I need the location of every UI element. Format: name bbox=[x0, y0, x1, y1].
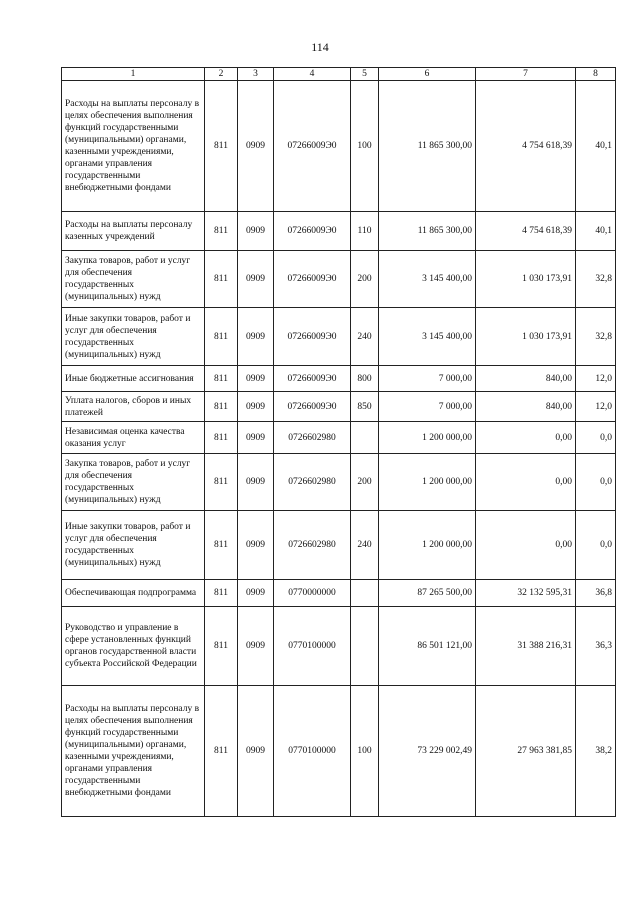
expense-type-code bbox=[351, 607, 379, 686]
executed-amount: 0,00 bbox=[476, 511, 576, 580]
expense-type-code: 200 bbox=[351, 454, 379, 511]
admin-code: 811 bbox=[205, 607, 238, 686]
column-header-7: 7 bbox=[476, 68, 576, 81]
column-header-6: 6 bbox=[379, 68, 476, 81]
execution-percent: 0,0 bbox=[576, 511, 616, 580]
expense-type-code: 240 bbox=[351, 308, 379, 366]
table-row bbox=[62, 607, 616, 686]
row-name: Иные закупки товаров, работ и услуг для обеспечения государственных (муниципальных) нужд bbox=[62, 511, 205, 580]
row-name: Расходы на выплаты персоналу в целях обеспечения выполнения функций государственными (муниципальными) органами, казенными учреждениями, органами управления государственными внебюджетными фондами bbox=[62, 686, 205, 817]
executed-amount: 4 754 618,39 bbox=[476, 81, 576, 212]
executed-amount: 0,00 bbox=[476, 454, 576, 511]
expense-type-code: 200 bbox=[351, 251, 379, 308]
admin-code: 811 bbox=[205, 686, 238, 817]
table-row bbox=[62, 454, 616, 511]
target-code: 07266009Э0 bbox=[274, 81, 351, 212]
column-header-2: 2 bbox=[205, 68, 238, 81]
expense-type-code: 240 bbox=[351, 511, 379, 580]
admin-code: 811 bbox=[205, 212, 238, 251]
section-code: 0909 bbox=[238, 251, 274, 308]
table-row bbox=[62, 251, 616, 308]
column-header-5: 5 bbox=[351, 68, 379, 81]
column-header-1: 1 bbox=[62, 68, 205, 81]
executed-amount: 840,00 bbox=[476, 366, 576, 392]
admin-code: 811 bbox=[205, 454, 238, 511]
admin-code: 811 bbox=[205, 251, 238, 308]
target-code: 0726602980 bbox=[274, 422, 351, 454]
executed-amount: 840,00 bbox=[476, 392, 576, 422]
execution-percent: 12,0 bbox=[576, 366, 616, 392]
target-code: 07266009Э0 bbox=[274, 392, 351, 422]
execution-percent: 36,3 bbox=[576, 607, 616, 686]
expense-type-code: 800 bbox=[351, 366, 379, 392]
target-code: 07266009Э0 bbox=[274, 366, 351, 392]
table-row bbox=[62, 580, 616, 607]
target-code: 0770100000 bbox=[274, 607, 351, 686]
section-code: 0909 bbox=[238, 511, 274, 580]
target-code: 07266009Э0 bbox=[274, 308, 351, 366]
target-code: 0770100000 bbox=[274, 686, 351, 817]
admin-code: 811 bbox=[205, 580, 238, 607]
section-code: 0909 bbox=[238, 366, 274, 392]
planned-amount: 7 000,00 bbox=[379, 366, 476, 392]
table-row bbox=[62, 212, 616, 251]
row-name: Закупка товаров, работ и услуг для обеспечения государственных (муниципальных) нужд bbox=[62, 251, 205, 308]
executed-amount: 4 754 618,39 bbox=[476, 212, 576, 251]
section-code: 0909 bbox=[238, 392, 274, 422]
admin-code: 811 bbox=[205, 422, 238, 454]
section-code: 0909 bbox=[238, 580, 274, 607]
admin-code: 811 bbox=[205, 366, 238, 392]
row-name: Независимая оценка качества оказания услуг bbox=[62, 422, 205, 454]
row-name: Уплата налогов, сборов и иных платежей bbox=[62, 392, 205, 422]
expense-type-code: 100 bbox=[351, 81, 379, 212]
row-name: Руководство и управление в сфере установленных функций органов государственной власти субъекта Российской Федерации bbox=[62, 607, 205, 686]
expense-type-code: 110 bbox=[351, 212, 379, 251]
executed-amount: 1 030 173,91 bbox=[476, 251, 576, 308]
row-name: Обеспечивающая подпрограмма bbox=[62, 580, 205, 607]
target-code: 0726602980 bbox=[274, 454, 351, 511]
executed-amount: 31 388 216,31 bbox=[476, 607, 576, 686]
executed-amount: 32 132 595,31 bbox=[476, 580, 576, 607]
column-header-3: 3 bbox=[238, 68, 274, 81]
section-code: 0909 bbox=[238, 686, 274, 817]
row-name: Расходы на выплаты персоналу в целях обеспечения выполнения функций государственными (муниципальными) органами, казенными учреждениями, органами управления государственными внебюджетными фондами bbox=[62, 81, 205, 212]
admin-code: 811 bbox=[205, 81, 238, 212]
table-row bbox=[62, 308, 616, 366]
execution-percent: 40,1 bbox=[576, 81, 616, 212]
admin-code: 811 bbox=[205, 511, 238, 580]
execution-percent: 0,0 bbox=[576, 454, 616, 511]
expense-type-code bbox=[351, 422, 379, 454]
planned-amount: 87 265 500,00 bbox=[379, 580, 476, 607]
planned-amount: 3 145 400,00 bbox=[379, 251, 476, 308]
planned-amount: 11 865 300,00 bbox=[379, 81, 476, 212]
table-row bbox=[62, 686, 616, 817]
execution-percent: 36,8 bbox=[576, 580, 616, 607]
section-code: 0909 bbox=[238, 308, 274, 366]
execution-percent: 32,8 bbox=[576, 308, 616, 366]
target-code: 0770000000 bbox=[274, 580, 351, 607]
execution-percent: 40,1 bbox=[576, 212, 616, 251]
executed-amount: 27 963 381,85 bbox=[476, 686, 576, 817]
column-header-4: 4 bbox=[274, 68, 351, 81]
page-number: 114 bbox=[311, 40, 329, 54]
planned-amount: 86 501 121,00 bbox=[379, 607, 476, 686]
executed-amount: 0,00 bbox=[476, 422, 576, 454]
execution-percent: 0,0 bbox=[576, 422, 616, 454]
planned-amount: 7 000,00 bbox=[379, 392, 476, 422]
row-name: Иные бюджетные ассигнования bbox=[62, 366, 205, 392]
expense-type-code: 100 bbox=[351, 686, 379, 817]
target-code: 0726602980 bbox=[274, 511, 351, 580]
planned-amount: 3 145 400,00 bbox=[379, 308, 476, 366]
row-name: Иные закупки товаров, работ и услуг для обеспечения государственных (муниципальных) нужд bbox=[62, 308, 205, 366]
expense-type-code: 850 bbox=[351, 392, 379, 422]
execution-percent: 32,8 bbox=[576, 251, 616, 308]
execution-percent: 12,0 bbox=[576, 392, 616, 422]
row-name: Расходы на выплаты персоналу казенных учреждений bbox=[62, 212, 205, 251]
section-code: 0909 bbox=[238, 422, 274, 454]
executed-amount: 1 030 173,91 bbox=[476, 308, 576, 366]
target-code: 07266009Э0 bbox=[274, 251, 351, 308]
planned-amount: 1 200 000,00 bbox=[379, 422, 476, 454]
section-code: 0909 bbox=[238, 212, 274, 251]
table-row bbox=[62, 366, 616, 392]
table-row bbox=[62, 511, 616, 580]
row-name: Закупка товаров, работ и услуг для обеспечения государственных (муниципальных) нужд bbox=[62, 454, 205, 511]
section-code: 0909 bbox=[238, 81, 274, 212]
planned-amount: 73 229 002,49 bbox=[379, 686, 476, 817]
column-header-8: 8 bbox=[576, 68, 616, 81]
section-code: 0909 bbox=[238, 454, 274, 511]
execution-percent: 38,2 bbox=[576, 686, 616, 817]
admin-code: 811 bbox=[205, 308, 238, 366]
table-row bbox=[62, 81, 616, 212]
header-row bbox=[62, 68, 616, 81]
table-row bbox=[62, 422, 616, 454]
planned-amount: 1 200 000,00 bbox=[379, 454, 476, 511]
budget-table bbox=[61, 67, 616, 817]
section-code: 0909 bbox=[238, 607, 274, 686]
planned-amount: 11 865 300,00 bbox=[379, 212, 476, 251]
table-row bbox=[62, 392, 616, 422]
target-code: 07266009Э0 bbox=[274, 212, 351, 251]
admin-code: 811 bbox=[205, 392, 238, 422]
planned-amount: 1 200 000,00 bbox=[379, 511, 476, 580]
expense-type-code bbox=[351, 580, 379, 607]
